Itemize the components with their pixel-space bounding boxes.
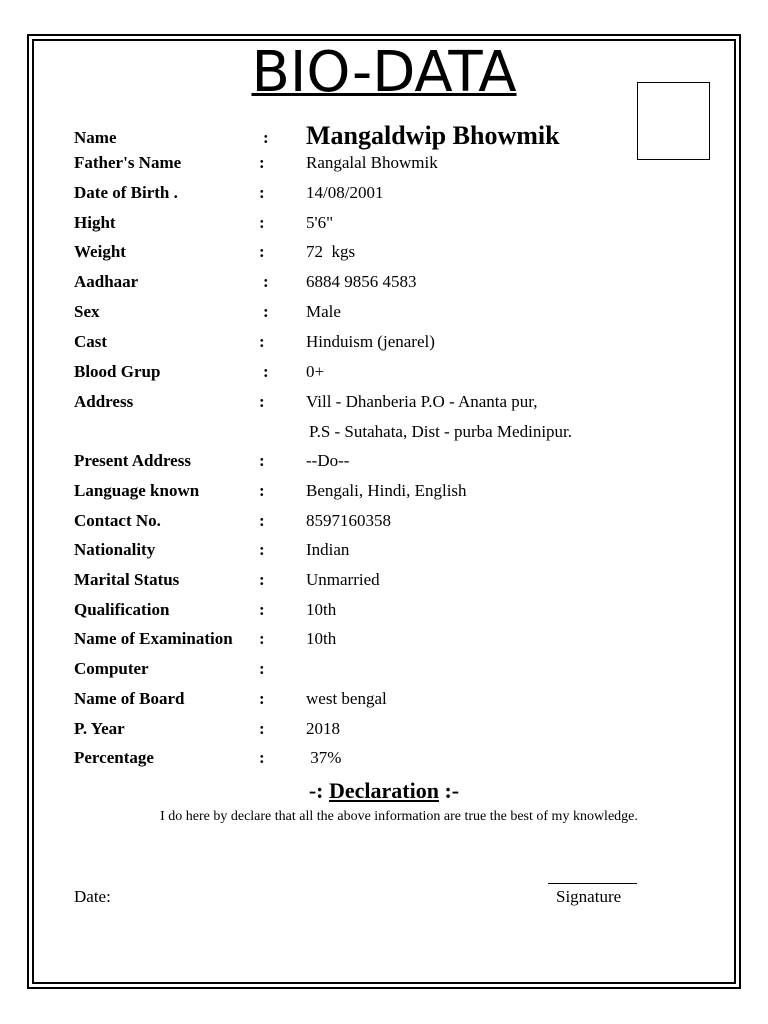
field-label: Address (74, 392, 134, 411)
field-colon: : (259, 689, 265, 708)
field-row-qualification (0, 598, 768, 622)
signature-line (548, 883, 637, 884)
field-row-nationality (0, 538, 768, 562)
field-row-address (0, 390, 768, 414)
field-colon: : (263, 362, 269, 381)
field-row-name-of-board (0, 687, 768, 711)
field-label: Language known (74, 481, 200, 500)
field-colon: : (263, 302, 269, 321)
field-label: Hight (74, 213, 116, 232)
field-label: Present Address (74, 451, 191, 470)
field-colon: : (259, 392, 265, 411)
field-row-fathers-name (0, 151, 768, 175)
field-colon: : (259, 570, 265, 589)
field-value: 14/08/2001 (306, 183, 384, 202)
field-label: Blood Grup (74, 362, 161, 381)
field-colon: : (259, 748, 265, 767)
field-label: Aadhaar (74, 272, 139, 291)
field-label: Qualification (74, 600, 170, 619)
declaration-title: Declaration (329, 778, 439, 803)
field-row-aadhaar (0, 270, 768, 294)
field-colon: : (259, 242, 265, 261)
field-colon: : (259, 481, 265, 500)
field-value: Rangalal Bhowmik (306, 153, 438, 172)
field-colon: : (259, 511, 265, 530)
field-value: Vill - Dhanberia P.O - Ananta pur, (306, 392, 538, 411)
field-value: Male (306, 302, 341, 321)
declaration-heading (0, 777, 768, 805)
field-value: 10th (306, 600, 337, 619)
field-row-date-of-birth (0, 181, 768, 205)
field-colon: : (259, 451, 265, 470)
field-label: Name of Examination (74, 629, 233, 648)
signature-label: Signature (556, 887, 622, 906)
field-colon: : (259, 213, 265, 232)
field-colon: : (259, 629, 265, 648)
field-label: Name (74, 128, 117, 147)
field-value: 0+ (306, 362, 325, 381)
field-label: Father's Name (74, 153, 182, 172)
field-colon: : (263, 272, 269, 291)
field-row-name (0, 121, 768, 150)
field-value: P.S - Sutahata, Dist - purba Medinipur. (309, 422, 573, 441)
field-label: Contact No. (74, 511, 161, 530)
field-label: Marital Status (74, 570, 180, 589)
field-row-language-known (0, 479, 768, 503)
field-row-address-line-2 (0, 420, 768, 444)
field-row-name-of-examination (0, 627, 768, 651)
document-title: BIO-DATA (251, 40, 517, 105)
field-label: Cast (74, 332, 108, 351)
date-label: Date: (74, 887, 111, 906)
field-row-height (0, 211, 768, 235)
field-row-passing-year (0, 717, 768, 741)
field-value: Indian (306, 540, 350, 559)
field-colon: : (259, 659, 265, 678)
field-row-marital-status (0, 568, 768, 592)
field-value: Unmarried (306, 570, 380, 589)
field-value: 6884 9856 4583 (306, 272, 417, 291)
field-label: Date of Birth . (74, 183, 178, 202)
field-value: 37% (306, 748, 342, 767)
field-value: --Do-- (306, 451, 350, 470)
field-colon: : (259, 719, 265, 738)
field-row-sex (0, 300, 768, 324)
field-value: Hinduism (jenarel) (306, 332, 435, 351)
field-row-weight (0, 240, 768, 264)
field-label: Nationality (74, 540, 156, 559)
field-colon: : (259, 183, 265, 202)
declaration-text: I do here by declare that all the above information are true the best of my knowledge. (160, 809, 638, 824)
field-colon: : (263, 128, 269, 147)
field-value: 72 kgs (306, 242, 356, 261)
field-value: 10th (306, 629, 337, 648)
field-colon: : (259, 540, 265, 559)
field-row-cast (0, 330, 768, 354)
field-row-computer (0, 657, 768, 681)
field-label: P. Year (74, 719, 125, 738)
field-colon: : (259, 600, 265, 619)
declaration-prefix: -: (308, 778, 330, 803)
field-value: west bengal (306, 689, 387, 708)
field-value-name: Mangaldwip Bhowmik (306, 121, 560, 150)
field-value: 8597160358 (306, 511, 391, 530)
field-label: Computer (74, 659, 149, 678)
field-label: Sex (74, 302, 100, 321)
field-row-percentage (0, 746, 768, 770)
field-colon: : (259, 153, 265, 172)
field-value: 2018 (306, 719, 340, 738)
field-label: Weight (74, 242, 126, 261)
photo-placeholder-box (637, 82, 710, 160)
field-row-blood-group (0, 360, 768, 384)
field-label: Name of Board (74, 689, 185, 708)
field-row-present-address (0, 449, 768, 473)
field-colon: : (259, 332, 265, 351)
field-row-contact-no (0, 509, 768, 533)
field-value: 5'6" (306, 213, 334, 232)
field-label: Percentage (74, 748, 154, 767)
declaration-suffix: :- (438, 778, 460, 803)
field-value: Bengali, Hindi, English (306, 481, 467, 500)
